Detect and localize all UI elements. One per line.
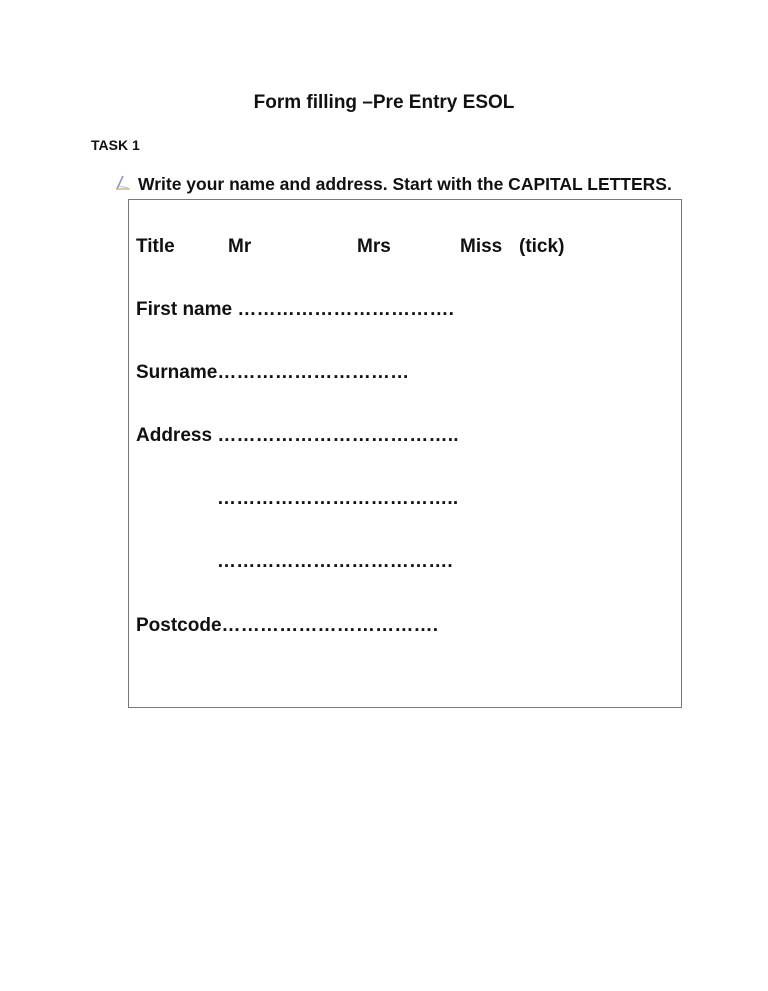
address-field[interactable] xyxy=(136,425,459,447)
postcode-blank[interactable]: ……………………………. xyxy=(221,615,439,636)
address-label: Address xyxy=(136,425,213,446)
option-miss[interactable]: Miss xyxy=(460,236,503,257)
postcode-field[interactable] xyxy=(136,615,438,637)
surname-blank[interactable]: ………………………… xyxy=(217,362,410,383)
option-mrs[interactable]: Mrs xyxy=(357,236,391,257)
address-blank-3[interactable]: ………………………………. xyxy=(217,551,453,572)
tick-note: (tick) xyxy=(519,236,565,257)
instruction-text: Write your name and address. Start with the CAPITAL LETTERS. xyxy=(138,174,672,194)
postcode-label: Postcode xyxy=(136,615,222,636)
instruction xyxy=(114,174,672,195)
address-blank-1[interactable]: ……………………………….. xyxy=(217,425,459,446)
first-name-label: First name xyxy=(136,299,233,320)
page-title: Form filling –Pre Entry ESOL xyxy=(253,92,515,113)
surname-field[interactable] xyxy=(136,362,409,384)
surname-label: Surname xyxy=(136,362,218,383)
address-blank-2[interactable]: ……………………………….. xyxy=(217,488,459,509)
pencil-icon xyxy=(114,174,132,195)
option-mr[interactable]: Mr xyxy=(228,236,252,257)
title-label: Title xyxy=(136,236,175,257)
first-name-blank[interactable]: ……………………………. xyxy=(237,299,455,320)
task-label: TASK 1 xyxy=(91,137,140,153)
first-name-field[interactable] xyxy=(136,299,454,321)
